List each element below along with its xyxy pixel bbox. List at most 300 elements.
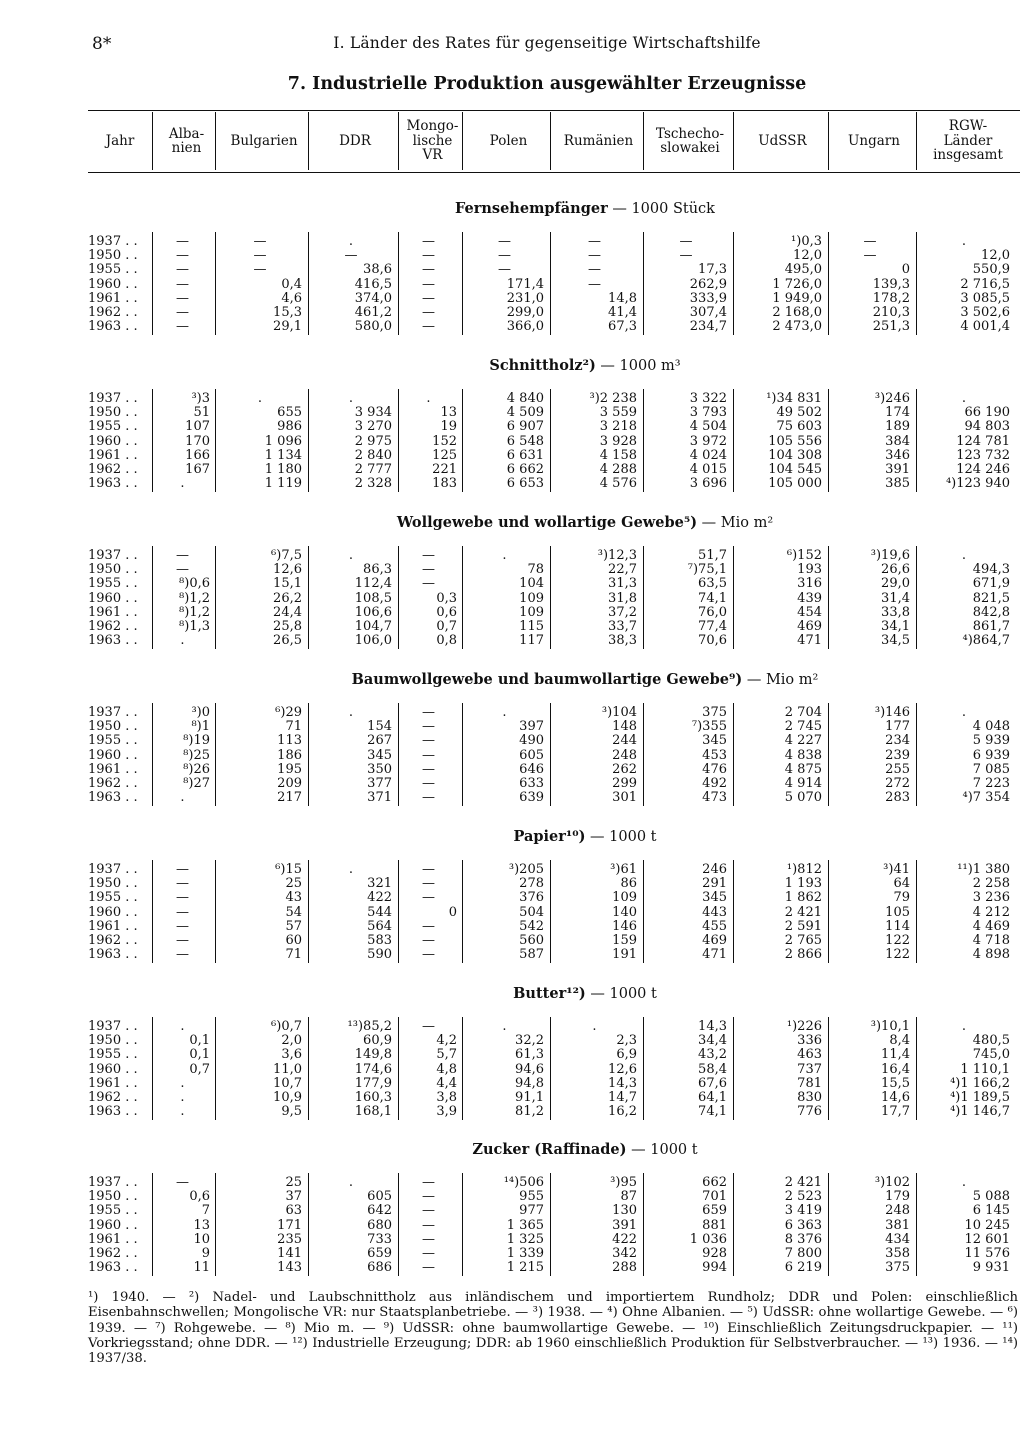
page-number: 8* [92, 34, 112, 54]
table-row [0, 919, 1024, 933]
value-cell: — [422, 1260, 435, 1276]
value-cell: 1 193 [784, 876, 822, 892]
value-cell: 0,7 [189, 1061, 210, 1077]
year-cell: 1955 . . [88, 576, 138, 592]
table-row [0, 548, 1024, 562]
value-cell: 16,2 [608, 1104, 637, 1120]
value-cell: 15,5 [881, 1075, 910, 1091]
value-cell: 3,8 [436, 1090, 457, 1105]
value-cell: 504 [519, 904, 544, 920]
value-cell: ⁷)355 [691, 719, 727, 735]
value-cell: 13 [440, 405, 457, 421]
table-row [0, 605, 1024, 619]
value-cell: 31,4 [881, 590, 910, 606]
value-cell: 6 631 [506, 447, 544, 463]
value-cell: — [498, 234, 511, 249]
value-cell: — [422, 790, 435, 806]
value-cell: 66 190 [964, 405, 1010, 421]
value-cell: 174 [885, 405, 910, 421]
value-cell: 106,0 [354, 633, 392, 649]
value-cell: 358 [885, 1246, 910, 1261]
value-cell: 443 [702, 904, 727, 920]
value-cell: 4,2 [436, 1033, 457, 1049]
section-title: Baumwollgewebe und baumwollartige Gewebe⁹) [351, 671, 743, 688]
value-cell: 32,2 [515, 1033, 544, 1049]
value-cell: 2 704 [784, 705, 822, 720]
table-row [0, 262, 1024, 276]
value-cell: 2 866 [784, 947, 822, 963]
value-cell: ⁸)27 [183, 776, 210, 791]
value-cell: 928 [702, 1246, 727, 1261]
value-cell: 109 [519, 590, 544, 606]
value-cell: — [176, 305, 189, 320]
table-row [0, 947, 1024, 961]
value-cell: 186 [277, 747, 302, 763]
year-cell: 1960 . . [88, 433, 138, 449]
value-cell: 3 928 [599, 433, 637, 449]
value-cell: ³)205 [508, 862, 544, 877]
value-cell: — [422, 1203, 435, 1219]
value-cell: 78 [527, 562, 544, 578]
value-cell: 299,0 [506, 305, 544, 320]
value-cell: 3 793 [689, 405, 727, 421]
value-cell: 659 [367, 1246, 392, 1261]
value-cell: 333,9 [689, 290, 727, 306]
section-unit: — 1000 t [585, 986, 657, 1002]
value-cell: — [176, 933, 189, 948]
value-cell: — [422, 276, 435, 292]
value-cell: — [422, 248, 435, 264]
value-cell: 63 [285, 1203, 302, 1219]
value-cell: ³)246 [874, 391, 910, 406]
year-cell: 1950 . . [88, 248, 138, 264]
value-cell: 6 548 [506, 433, 544, 449]
column-header: DDR [339, 132, 371, 149]
value-cell: 14,7 [608, 1090, 637, 1105]
section-title: Fernsehempfänger [455, 200, 608, 217]
value-cell: 105 [885, 904, 910, 920]
value-cell: — [422, 933, 435, 948]
value-cell: 439 [797, 590, 822, 606]
year-cell: 1962 . . [88, 1246, 138, 1261]
year-cell: 1963 . . [88, 1104, 138, 1120]
value-cell: 239 [885, 747, 910, 763]
value-cell: — [176, 904, 189, 920]
section-unit: — Mio m² [742, 672, 819, 688]
value-cell: — [422, 1217, 435, 1233]
value-cell: 1 096 [264, 433, 302, 449]
value-cell: 830 [797, 1090, 822, 1105]
value-cell: 0,6 [189, 1189, 210, 1205]
table-row [0, 562, 1024, 576]
value-cell: 5 939 [972, 733, 1010, 749]
section-title: Wollgewebe und wollartige Gewebe⁵) [396, 514, 698, 531]
value-cell: 122 [885, 933, 910, 948]
value-cell: — [863, 234, 877, 249]
value-cell: 434 [885, 1231, 910, 1247]
value-cell: 3 218 [599, 419, 637, 435]
value-cell: 2 523 [784, 1189, 822, 1205]
value-cell: 166 [185, 447, 210, 463]
value-cell: . [348, 705, 354, 720]
value-cell: 2 777 [354, 462, 392, 477]
table-row [0, 419, 1024, 433]
value-cell: 10 [193, 1231, 210, 1247]
value-cell: — [176, 290, 189, 306]
value-cell: 114 [885, 918, 910, 934]
value-cell: 67,6 [698, 1075, 727, 1091]
column-header: Alba- nien [168, 125, 205, 156]
value-cell: 4 288 [599, 462, 637, 477]
value-cell: ¹)226 [786, 1019, 822, 1034]
section-unit: — Mio m² [697, 515, 774, 531]
value-cell: 342 [612, 1246, 637, 1261]
value-cell: 14,6 [881, 1090, 910, 1105]
table-row [0, 1175, 1024, 1189]
table-row [0, 248, 1024, 262]
year-cell: 1960 . . [88, 276, 138, 292]
value-cell: 159 [612, 933, 637, 948]
value-cell: 550,9 [972, 262, 1010, 278]
value-cell: . [502, 705, 507, 720]
value-cell: 321 [367, 876, 392, 892]
value-cell: — [588, 262, 601, 278]
table-row [0, 862, 1024, 876]
column-header: RGW- Länder insgesamt [933, 118, 1003, 164]
value-cell: 58,4 [698, 1061, 727, 1077]
value-cell: 375 [702, 705, 727, 720]
value-cell: — [422, 918, 435, 934]
value-cell: 4 838 [784, 747, 822, 763]
value-cell: 86 [620, 876, 637, 892]
year-cell: 1962 . . [88, 776, 138, 791]
value-cell: — [422, 1231, 435, 1247]
value-cell: 0,1 [189, 1033, 210, 1049]
value-cell: 2 591 [784, 918, 822, 934]
year-cell: 1955 . . [88, 890, 138, 906]
column-header: Tschecho- slowakei [655, 125, 725, 156]
value-cell: 469 [797, 619, 822, 634]
value-cell: 0,7 [436, 619, 457, 634]
table-row [0, 1047, 1024, 1061]
value-cell: 6 219 [784, 1260, 822, 1276]
value-cell: ⁸)1,3 [179, 619, 210, 634]
value-cell: 4 015 [689, 462, 727, 477]
value-cell: 115 [519, 619, 544, 634]
value-cell: ⁸)0,6 [179, 576, 210, 592]
value-cell: 109 [612, 890, 637, 906]
value-cell: 9,5 [281, 1104, 302, 1120]
value-cell: — [176, 918, 189, 934]
value-cell: 38,3 [608, 633, 637, 649]
table-row [0, 1062, 1024, 1076]
value-cell: 3 559 [599, 405, 637, 421]
value-cell: ⁸)1,2 [179, 590, 210, 606]
value-cell: 267 [367, 733, 392, 749]
value-cell: 283 [885, 790, 910, 806]
table-row [0, 933, 1024, 947]
value-cell: 2,0 [281, 1033, 302, 1049]
value-cell: 86,3 [363, 562, 392, 578]
value-cell: 495,0 [784, 262, 822, 278]
year-cell: 1950 . . [88, 405, 138, 421]
value-cell: 375 [885, 1260, 910, 1276]
value-cell: 453 [702, 747, 727, 763]
table-row [0, 476, 1024, 490]
value-cell: 11,4 [881, 1047, 910, 1063]
value-cell: 5 088 [972, 1189, 1010, 1205]
year-cell: 1962 . . [88, 933, 138, 948]
year-cell: 1963 . . [88, 633, 138, 649]
value-cell: 183 [432, 476, 457, 492]
value-cell: 376 [519, 890, 544, 906]
value-cell: ⁶)0,7 [271, 1019, 302, 1034]
value-cell: 130 [612, 1203, 637, 1219]
year-cell: 1961 . . [88, 447, 138, 463]
year-cell: 1961 . . [88, 918, 138, 934]
value-cell: 75 603 [776, 419, 822, 435]
value-cell: 112,4 [354, 576, 392, 592]
value-cell: 17,7 [881, 1104, 910, 1120]
value-cell: 248 [612, 747, 637, 763]
table-row [0, 790, 1024, 804]
value-cell: 7 085 [972, 761, 1010, 777]
year-cell: 1960 . . [88, 1217, 138, 1233]
value-cell: 13 [193, 1217, 210, 1233]
value-cell: 454 [797, 604, 822, 620]
year-cell: 1963 . . [88, 319, 138, 335]
value-cell: — [498, 262, 511, 278]
value-cell: 94,8 [515, 1075, 544, 1091]
value-cell: 4 001,4 [960, 319, 1010, 335]
value-cell: 177,9 [354, 1075, 392, 1091]
value-cell: 3 270 [354, 419, 392, 435]
value-cell: ³)146 [874, 705, 910, 720]
value-cell: ⁴)864,7 [962, 633, 1010, 649]
value-cell: 471 [702, 947, 727, 963]
value-cell: . [180, 476, 185, 492]
value-cell: . [180, 1090, 185, 1105]
value-cell: 262 [612, 761, 637, 777]
value-cell: 9 931 [972, 1260, 1010, 1276]
value-cell: 345 [367, 747, 392, 763]
header-top-rule [88, 110, 1020, 111]
value-cell: 217 [277, 790, 302, 806]
footnotes: ¹) 1940. — ²) Nadel- und Laubschnittholz aus inländischem und importiertem Rundholz; DDR und Polen: einschließlich Eisenbahnschwellen; Mongolische VR: nur Staatsplanbetriebe. — ³) 1938. — ⁴) Ohne Albanien. — ⁵) UdSSR: ohne wollartige Gewebe. — ⁶) 1939. — ⁷) Rohgewebe. — ⁸) Mio m. — ⁹) UdSSR: ohne baumwollartige Gewebe. — ¹⁰) Einschließlich Zeitungsdruckpapier. — ¹¹) Vorkriegsstand; ohne DDR. — ¹²) Industrielle Erzeugung; DDR: ab 1960 einschließlich Produktion für Selbstverbraucher. — ¹³) 1936. — ¹⁴) 1937/38. [88, 1290, 1018, 1367]
value-cell: 605 [367, 1189, 392, 1205]
value-cell: ¹¹)1 380 [957, 862, 1010, 877]
value-cell: . [961, 391, 967, 406]
value-cell: 391 [885, 462, 910, 477]
column-header: Mongo- lische VR [406, 118, 459, 164]
value-cell: 171 [277, 1217, 302, 1233]
year-cell: 1961 . . [88, 761, 138, 777]
value-cell: 397 [519, 719, 544, 735]
section-heading [150, 357, 1020, 374]
table-row [0, 719, 1024, 733]
value-cell: 255 [885, 761, 910, 777]
value-cell: — [176, 548, 189, 563]
value-cell: 31,3 [608, 576, 637, 592]
table-row [0, 391, 1024, 405]
value-cell: 1 180 [264, 462, 302, 477]
value-cell: 542 [519, 918, 544, 934]
value-cell: 76,0 [698, 604, 727, 620]
section-heading [150, 671, 1020, 688]
value-cell: 0,3 [436, 590, 457, 606]
value-cell: 422 [612, 1231, 637, 1247]
value-cell: — [422, 234, 435, 249]
value-cell: — [863, 248, 877, 264]
value-cell: ⁸)1,2 [179, 604, 210, 620]
table-row [0, 776, 1024, 790]
value-cell: 881 [702, 1217, 727, 1233]
value-cell: . [348, 234, 354, 249]
value-cell: 4,4 [436, 1075, 457, 1091]
value-cell: — [176, 262, 189, 278]
value-cell: 189 [885, 419, 910, 435]
value-cell: ⁴)1 166,2 [950, 1075, 1010, 1091]
value-cell: 377 [367, 776, 392, 791]
year-cell: 1937 . . [88, 234, 138, 249]
value-cell: ³)12,3 [597, 548, 637, 563]
value-cell: . [961, 234, 967, 249]
header-column-rule [152, 112, 153, 170]
value-cell: 12,0 [981, 248, 1010, 264]
value-cell: 0,1 [189, 1047, 210, 1063]
value-cell: 12,0 [793, 248, 822, 264]
table-row [0, 1090, 1024, 1104]
year-cell: 1960 . . [88, 1061, 138, 1077]
value-cell: 41,4 [608, 305, 637, 320]
value-cell: 10 245 [964, 1217, 1010, 1233]
value-cell: 123 732 [956, 447, 1010, 463]
value-cell: 560 [519, 933, 544, 948]
value-cell: 34,1 [881, 619, 910, 634]
value-cell: — [176, 248, 189, 264]
value-cell: 51 [193, 405, 210, 421]
value-cell: 842,8 [972, 604, 1010, 620]
year-cell: 1963 . . [88, 947, 138, 963]
value-cell: 34,4 [698, 1033, 727, 1049]
value-cell: 0,4 [281, 276, 302, 292]
value-cell: 2 745 [784, 719, 822, 735]
year-cell: 1955 . . [88, 1203, 138, 1219]
value-cell: 4,6 [281, 290, 302, 306]
table-row [0, 1246, 1024, 1260]
value-cell: 117 [519, 633, 544, 649]
value-cell: 34,5 [881, 633, 910, 649]
value-cell: — [176, 562, 189, 578]
value-cell: ³)2 238 [589, 391, 637, 406]
value-cell: 4 469 [972, 918, 1010, 934]
value-cell: 262,9 [689, 276, 727, 292]
value-cell: 1 215 [506, 1260, 544, 1276]
table-row [0, 619, 1024, 633]
value-cell: 1 949,0 [772, 290, 822, 306]
value-cell: 108,5 [354, 590, 392, 606]
value-cell: 234 [885, 733, 910, 749]
table-row [0, 748, 1024, 762]
value-cell: — [253, 248, 267, 264]
value-cell: 210,3 [872, 305, 910, 320]
value-cell: 587 [519, 947, 544, 963]
value-cell: 6 653 [506, 476, 544, 492]
value-cell: 662 [702, 1175, 727, 1190]
value-cell: 278 [519, 876, 544, 892]
value-cell: 3 502,6 [960, 305, 1010, 320]
value-cell: 91,1 [515, 1090, 544, 1105]
value-cell: — [588, 276, 601, 292]
value-cell: 26,5 [273, 633, 302, 649]
value-cell: 1 119 [264, 476, 302, 492]
value-cell: 6 907 [506, 419, 544, 435]
year-cell: 1950 . . [88, 1033, 138, 1049]
value-cell: 152 [432, 433, 457, 449]
value-cell: ⁶)7,5 [271, 548, 302, 563]
value-cell: ⁴)7 354 [962, 790, 1010, 806]
value-cell: 299 [612, 776, 637, 791]
value-cell: — [344, 248, 358, 264]
value-cell: — [176, 862, 189, 877]
value-cell: 16,4 [881, 1061, 910, 1077]
value-cell: 43,2 [698, 1047, 727, 1063]
value-cell: 57 [285, 918, 302, 934]
value-cell: 301 [612, 790, 637, 806]
value-cell: 1 365 [506, 1217, 544, 1233]
value-cell: ¹)812 [786, 862, 822, 877]
value-cell: 231,0 [506, 290, 544, 306]
value-cell: — [422, 719, 435, 735]
value-cell: 366,0 [506, 319, 544, 335]
section-unit: — 1000 t [585, 829, 657, 845]
value-cell: — [422, 947, 435, 963]
value-cell: 590 [367, 947, 392, 963]
value-cell: 60 [285, 933, 302, 948]
value-cell: 244 [612, 733, 637, 749]
value-cell: 580,0 [354, 319, 392, 335]
value-cell: 737 [797, 1061, 822, 1077]
value-cell: — [176, 319, 189, 335]
running-title: I. Länder des Rates für gegenseitige Wirtschaftshilfe [333, 34, 761, 52]
value-cell: — [422, 1175, 435, 1190]
value-cell: 6 363 [784, 1217, 822, 1233]
year-cell: 1937 . . [88, 1175, 138, 1190]
column-header: Jahr [105, 132, 135, 149]
value-cell: . [426, 391, 431, 406]
year-cell: 1963 . . [88, 1260, 138, 1276]
value-cell: 0,6 [436, 604, 457, 620]
table-row [0, 1019, 1024, 1033]
column-header: UdSSR [758, 132, 807, 149]
value-cell: . [348, 862, 354, 877]
value-cell: 5 070 [784, 790, 822, 806]
table-row [0, 1232, 1024, 1246]
value-cell: . [502, 1019, 507, 1034]
value-cell: 2 840 [354, 447, 392, 463]
year-cell: 1963 . . [88, 790, 138, 806]
value-cell: 124 246 [956, 462, 1010, 477]
year-cell: 1955 . . [88, 262, 138, 278]
value-cell: 209 [277, 776, 302, 791]
value-cell: — [176, 276, 189, 292]
value-cell: 1 726,0 [772, 276, 822, 292]
value-cell: . [180, 790, 185, 806]
year-cell: 1950 . . [88, 1189, 138, 1205]
value-cell: ¹)34 831 [766, 391, 822, 406]
value-cell: 106,6 [354, 604, 392, 620]
year-cell: 1961 . . [88, 1075, 138, 1091]
